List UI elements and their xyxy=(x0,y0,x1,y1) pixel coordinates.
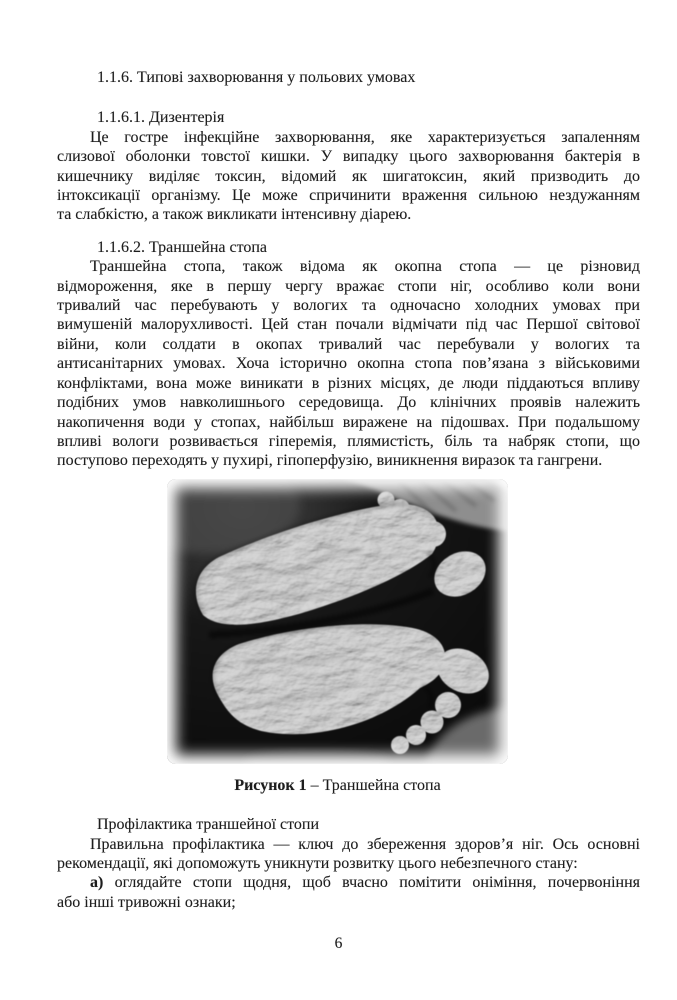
text-line: відмороження, яке в першу чергу вражає стопи ніг, особливо коли вони xyxy=(57,277,640,295)
text-line: Це гостре інфекційне захворювання, яке характеризується запаленням xyxy=(90,128,640,146)
list-item-a-text: оглядайте стопи щодня, щоб вчасно помітити оніміння, почервоніння xyxy=(103,874,640,892)
text-line: поступово переходять у пухирі, гіпоперфузію, виникнення виразок та гангрени. xyxy=(57,452,603,470)
heading-trench-foot: 1.1.6.2. Траншейна стопа xyxy=(97,238,268,256)
figure-caption-text: – Траншейна стопа xyxy=(306,776,441,794)
section-trench-foot xyxy=(57,238,640,471)
figure-trench-foot xyxy=(167,479,508,764)
text-line: рекомендації, які допоможуть уникнути розвитку цього небезпечного стану: xyxy=(57,854,578,872)
heading-typical-diseases: 1.1.6. Типові захворювання у польових умовах xyxy=(97,69,416,86)
text-line: кишечнику виділяє токсин, відомий як шигатоксин, який призводить до xyxy=(57,167,640,185)
text-line: подібних умов навколишнього середовища. До клінічних проявів належить xyxy=(57,394,640,412)
text-line: Траншейна стопа, також відома як окопна стопа — це різновид xyxy=(90,258,640,276)
section-prevention xyxy=(57,815,640,912)
text-line: вимушеній малорухливості. Цей стан почали відмічати під час Першої світової xyxy=(57,316,640,334)
text-line: Правильна профілактика — ключ до збереження здоров’я ніг. Ось основні xyxy=(90,835,640,853)
para-trench-foot xyxy=(57,257,640,470)
text-line: інтоксикації організму. Це може спричинити враження сильною нездужанням xyxy=(57,187,640,205)
text-line: впливі вологи розвивається гіперемія, плямистість, біль та набряк стопи, що xyxy=(57,432,640,450)
para-dysentery xyxy=(57,128,640,225)
text-line: слизової оболонки товстої кишки. У випадку цього захворювання бактерія в xyxy=(57,148,640,166)
figure-caption xyxy=(167,776,508,795)
trench-foot-photo xyxy=(167,479,508,764)
text-line: або інші тривожні ознаки; xyxy=(57,893,236,911)
text-line: накопичення води у стопах, найбільш виражене на підошвах. При подальшому xyxy=(57,413,640,431)
para-prevention-intro xyxy=(57,835,640,874)
text-line: війни, коли солдати в окопах тривалий час перебували у вологих та xyxy=(57,335,640,353)
section-dysentery xyxy=(57,108,640,224)
text-line: конфліктами, вона може виникати в різних місцях, де люди піддаються впливу xyxy=(57,374,640,392)
text-line: та слабкістю, а також викликати інтенсивну діарею. xyxy=(57,206,412,224)
heading-dysentery: 1.1.6.1. Дизентерія xyxy=(97,109,225,127)
list-item-a-label: а) xyxy=(90,874,104,892)
page-number: 6 xyxy=(334,935,343,953)
text-line: антисанітарних умовах. Хоча історично окопна стопа пов’язана з військовими xyxy=(57,355,640,373)
text-line: тривалий час перебувають у вологих та одночасно холодних умовах при xyxy=(57,297,640,315)
list-item-a xyxy=(57,873,640,912)
figure-caption-label: Рисунок 1 xyxy=(234,776,307,794)
heading-prevention: Профілактика траншейної стопи xyxy=(97,816,320,834)
text-line xyxy=(57,873,640,892)
